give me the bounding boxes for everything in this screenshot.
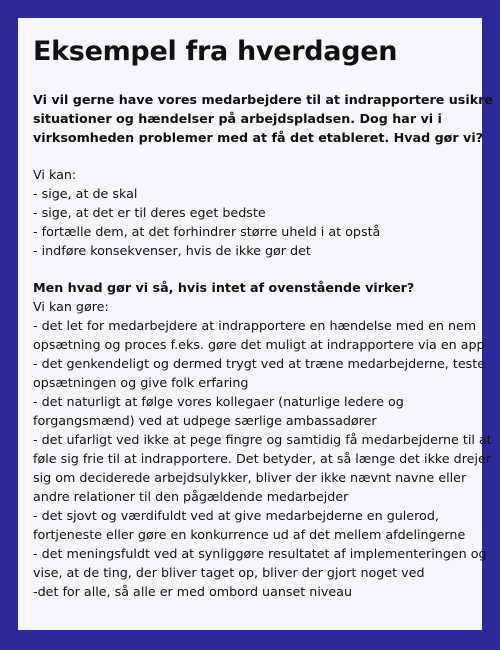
can-header: Vi kan: bbox=[33, 167, 77, 182]
list-line: andre relationer til den pågældende medarbejder bbox=[33, 489, 349, 504]
list-line: sig om deciderede arbejdsulykker, bliver der ikke nævnt navne eller bbox=[33, 470, 467, 485]
list-line: - det naturligt at følge vores kollegaer (naturlige ledere og bbox=[33, 394, 404, 409]
intro-paragraph bbox=[33, 90, 494, 147]
list-line: - det ufarligt ved ikke at pege fingre og samtidig få medarbejderne til at bbox=[33, 432, 492, 447]
page-title: Eksempel fra hverdagen bbox=[33, 36, 398, 67]
question-heading: Men hvad gør vi så, hvis intet af ovenstående virker? bbox=[33, 280, 415, 295]
can-list bbox=[33, 165, 470, 260]
list-line: - det genkendeligt og dermed trygt ved at træne medarbejderne, teste bbox=[33, 356, 486, 371]
list-line: - det sjovt og værdifuldt ved at give medarbejderne en gulerod, bbox=[33, 508, 439, 523]
intro-line: virksomheden problemer med at få det etableret. Hvad gør vi? bbox=[33, 130, 484, 145]
list-line: fortjeneste eller gøre en konkurrence ud af det mellem afdelingerne bbox=[33, 527, 466, 542]
list-line: opsætningen og give folk erfaring bbox=[33, 375, 249, 390]
list-item: - sige, at de skal bbox=[33, 186, 138, 201]
can-do-header: Vi kan gøre: bbox=[33, 299, 109, 314]
list-item: - indføre konsekvenser, hvis de ikke gør det bbox=[33, 243, 311, 258]
list-line: vise, at de ting, der bliver taget op, bliver der gjort noget ved bbox=[33, 565, 425, 580]
list-line: forgangsmænd) ved at udpege særlige ambassadører bbox=[33, 413, 377, 428]
content-card bbox=[18, 18, 494, 630]
intro-line: Vi vil gerne have vores medarbejdere til at indrapportere usikre bbox=[33, 92, 494, 107]
list-line: - det meningsfuldt ved at synliggøre resultatet af implementeringen og bbox=[33, 546, 487, 561]
list-line: føle sig frie til at indrapportere. Det betyder, at så længe det ikke drejer bbox=[33, 451, 491, 466]
list-line: - det let for medarbejdere at indrapportere en hændelse med en nem bbox=[33, 318, 477, 333]
can-do-section bbox=[33, 278, 492, 601]
list-line: opsætning og proces f.eks. gøre det muligt at indrapportere via en app bbox=[33, 337, 485, 352]
list-item: - sige, at det er til deres eget bedste bbox=[33, 205, 266, 220]
list-line: -det for alle, så alle er med ombord uanset niveau bbox=[33, 584, 353, 599]
intro-line: situationer og hændelser på arbejdspladsen. Dog har vi i bbox=[33, 111, 442, 126]
list-item: - fortælle dem, at det forhindrer større uheld i at opstå bbox=[33, 224, 381, 239]
